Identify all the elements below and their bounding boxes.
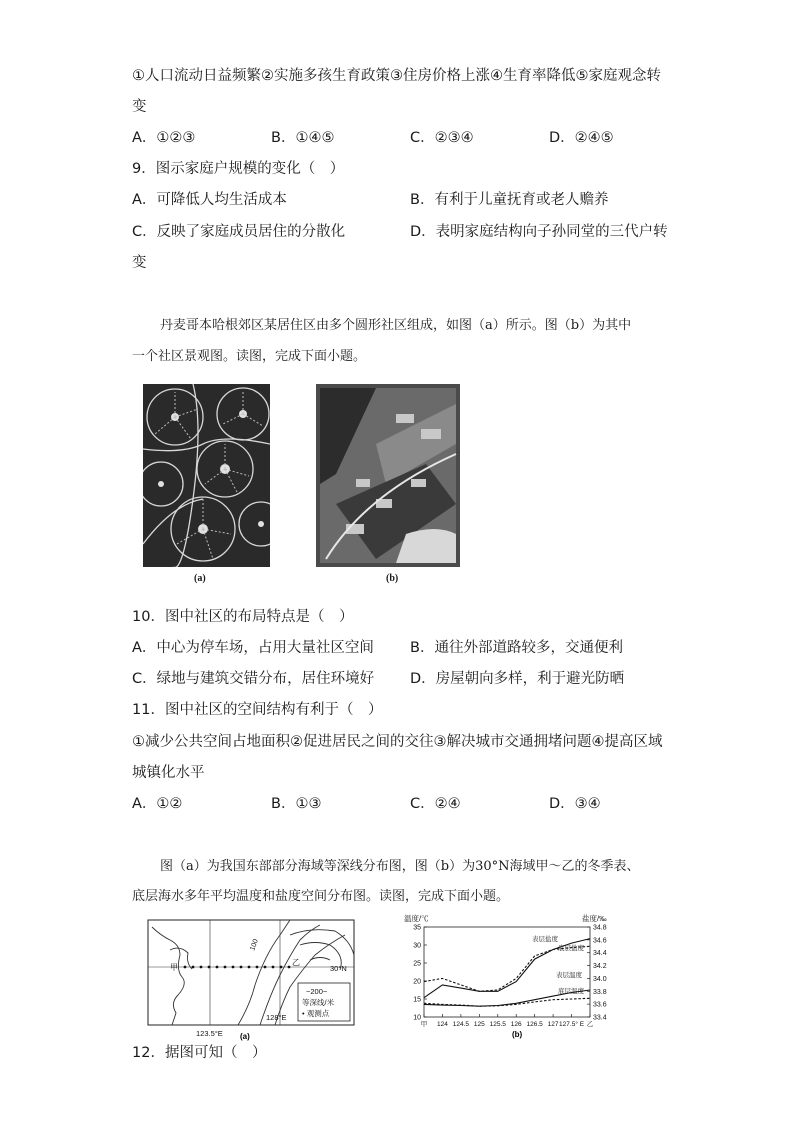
map-label-100: 100	[249, 938, 260, 952]
figure-circular-communities	[143, 384, 270, 567]
chart-caption: (b)	[512, 1030, 523, 1039]
q8-choice-c[interactable]: C．②③④	[410, 130, 474, 146]
q12-stem: 12．据图可知（ ）	[132, 1045, 267, 1061]
chart-right-tick-label: 34.6	[593, 937, 607, 945]
q9-choice-d[interactable]: D．表明家庭结构向子孙同堂的三代户转	[410, 224, 668, 240]
map-label-lon2: 128°E	[266, 1013, 287, 1022]
chart-series-label-1: 底层盐度	[558, 945, 584, 952]
chart-right-tick-label: 34.8	[593, 924, 607, 932]
chart-right-axis-label: 盐度/‰	[582, 914, 607, 923]
chart-right-tick-label: 34.0	[593, 975, 607, 983]
q8-choice-d[interactable]: D．②④⑤	[549, 130, 614, 146]
q11-options-line: ①减少公共空间占地面积②促进居民之间的交往③解决城市交通拥堵问题④提高区域	[132, 734, 663, 750]
figure-isobath-map	[140, 915, 362, 1045]
chart-right-tick-label: 34.2	[593, 963, 607, 971]
chart-series-label-3: 底层温度	[558, 988, 584, 995]
chart-x-tick-label: 127.5° E	[559, 1021, 585, 1028]
map-label-jia: 甲	[170, 963, 178, 972]
chart-right-tick-label: 33.6	[593, 1001, 607, 1009]
map-label-lat: 30°N	[330, 964, 347, 973]
chart-right-tick-label: 33.8	[593, 988, 607, 996]
chart-left-axis-label: 温度/℃	[404, 914, 429, 923]
q9-choice-d-continuation: 变	[132, 255, 147, 271]
chart-x-tick-label: 乙	[586, 1021, 594, 1028]
passage3-line1: 图（a）为我国东部部分海域等深线分布图，图（b）为30°N海域甲～乙的冬季表、	[160, 859, 640, 874]
chart-left-tick-label: 15	[413, 996, 421, 1004]
q10-choice-b[interactable]: B．通往外部道路较多，交通便利	[410, 640, 623, 656]
q8-choice-a[interactable]: A．①②③	[132, 130, 196, 146]
figure2a-caption: (a)	[194, 573, 206, 584]
chart-x-tick-label: 126.5	[526, 1021, 543, 1028]
q9-choice-b[interactable]: B．有利于儿童抚育或老人赡养	[410, 192, 609, 208]
passage2-line2: 一个社区景观图。读图，完成下面小题。	[132, 349, 367, 364]
chart-right-tick-label: 33.4	[593, 1014, 607, 1022]
chart-x-tick-label: 125.5	[489, 1021, 506, 1028]
chart-left-tick-label: 30	[413, 942, 421, 950]
chart-left-tick-label: 20	[413, 978, 421, 986]
q9-choice-a[interactable]: A．可降低人均生活成本	[132, 192, 287, 208]
figure-temp-salinity-chart	[404, 913, 614, 1041]
q8-choice-b[interactable]: B．①④⑤	[271, 130, 335, 146]
q11-choice-d[interactable]: D．③④	[549, 796, 601, 812]
map-label-lon1: 123.5°E	[196, 1029, 223, 1038]
map-label-yi: 乙	[292, 958, 300, 967]
chart-x-tick-label: 125	[473, 1021, 485, 1028]
q11-stem: 11．图中社区的空间结构有利于（ ）	[132, 702, 383, 718]
q11-choice-c[interactable]: C．②④	[410, 796, 461, 812]
q9-choice-c[interactable]: C．反映了家庭成员居住的分散化	[132, 224, 346, 240]
chart-x-tick-label: 124.5	[452, 1021, 470, 1028]
chart-series-label-2: 表层温度	[556, 972, 582, 979]
chart-series-label-0: 表层盐度	[532, 936, 558, 943]
chart-x-tick-label: 127	[547, 1021, 559, 1028]
passage3-line2: 底层海水多年平均温度和盐度空间分布图。读图，完成下面小题。	[132, 889, 510, 904]
q11-choice-b[interactable]: B．①③	[271, 796, 322, 812]
q10-choice-d[interactable]: D．房屋朝向多样，利于避光防晒	[410, 671, 625, 687]
chart-right-tick-label: 34.4	[593, 950, 607, 958]
chart-x-tick-label: 126	[510, 1021, 522, 1028]
q11-choice-a[interactable]: A．①②	[132, 796, 183, 812]
chart-left-tick-label: 35	[413, 924, 421, 932]
passage2-line1: 丹麦哥本哈根郊区某居住区由多个圆形社区组成，如图（a）所示。图（b）为其中	[160, 318, 632, 333]
chart-series-line-1	[424, 946, 590, 991]
q11-options-continuation: 城镇化水平	[132, 765, 205, 781]
q10-stem: 10．图中社区的布局特点是（ ）	[132, 609, 354, 625]
q10-choice-c[interactable]: C．绿地与建筑交错分布，居住环境好	[132, 671, 375, 687]
q8-options-continuation: 变	[132, 99, 147, 115]
chart-left-tick-label: 10	[413, 1014, 421, 1022]
map-caption: (a)	[240, 1032, 250, 1041]
figure-community-aerial-photo	[316, 384, 460, 567]
q8-options-line: ①人口流动日益频繁②实施多孩生育政策③住房价格上涨④生育率降低⑤家庭观念转	[132, 68, 661, 84]
chart-left-tick-label: 25	[413, 960, 421, 968]
q9-stem: 9．图示家庭户规模的变化（ ）	[132, 161, 345, 177]
figure2b-caption: (b)	[386, 573, 399, 584]
map-legend-200: −200−	[306, 987, 328, 996]
chart-x-tick-label: 甲	[420, 1021, 428, 1028]
map-legend-isobath: 等深线/米	[302, 998, 335, 1007]
chart-x-tick-label: 124	[437, 1021, 448, 1028]
q10-choice-a[interactable]: A．中心为停车场，占用大量社区空间	[132, 640, 374, 656]
map-legend-point: • 观测点	[302, 1009, 330, 1018]
